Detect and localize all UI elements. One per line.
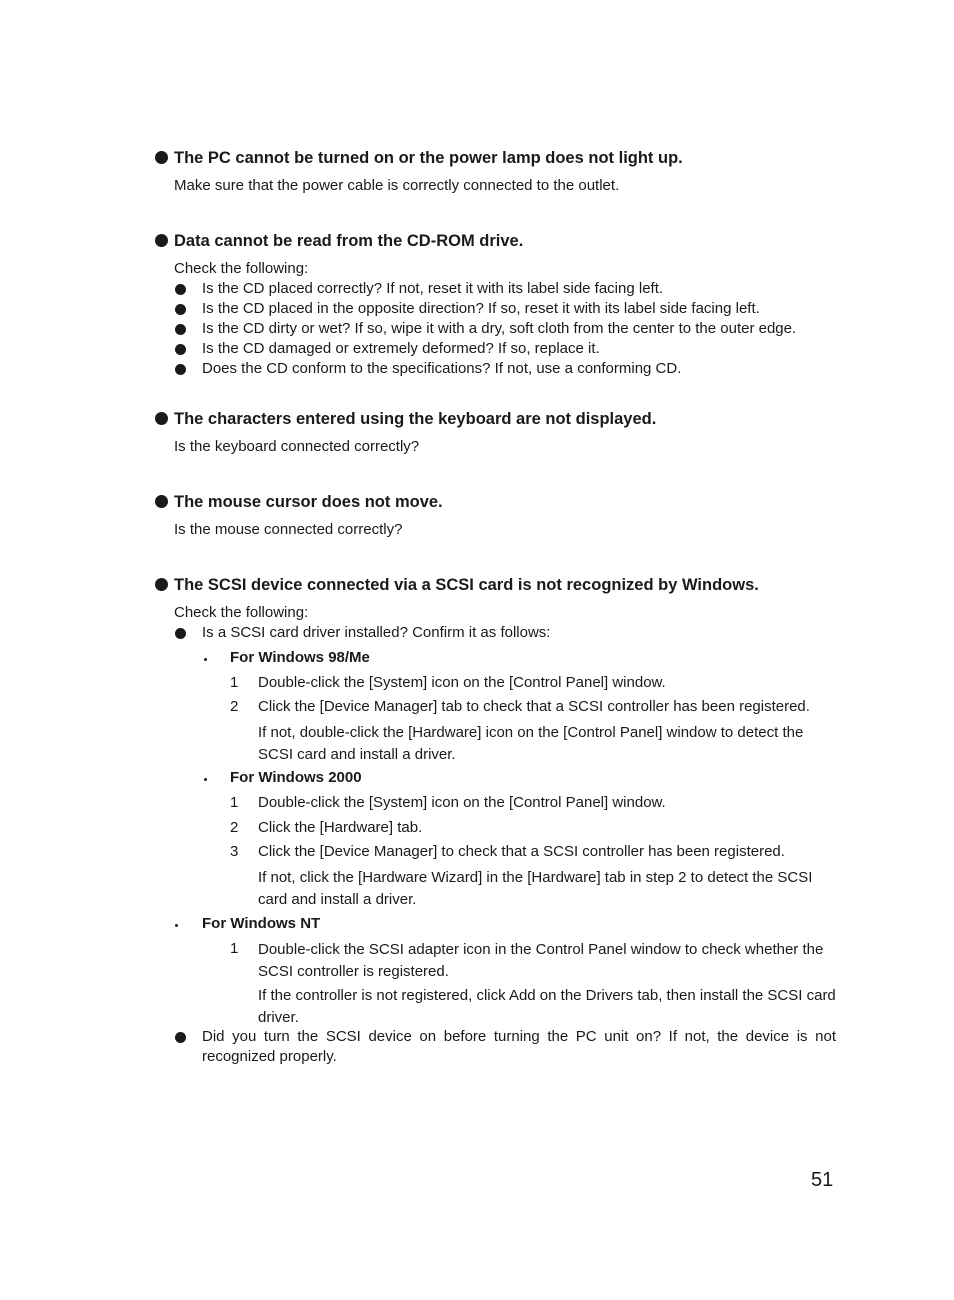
- section-intro: Check the following:: [174, 260, 309, 277]
- list-item: Does the CD conform to the specifications? If not, use a conforming CD.: [202, 360, 682, 377]
- heading-text: The PC cannot be turned on or the power lamp does not light up.: [174, 149, 683, 167]
- bullet-icon: [175, 284, 186, 295]
- step-number: 3: [230, 843, 239, 860]
- step-number: 1: [230, 940, 239, 957]
- bullet-icon: [175, 344, 186, 355]
- section-intro: Check the following:: [174, 604, 309, 621]
- step-text: Double-click the [System] icon on the [Control Panel] window.: [258, 674, 666, 691]
- heading-bullet-icon: [155, 495, 168, 508]
- list-item: Is the CD dirty or wet? If so, wipe it with a dry, soft cloth from the center to the outer edge.: [202, 320, 797, 337]
- list-item: Is the CD damaged or extremely deformed? If so, replace it.: [202, 340, 600, 357]
- heading-text: The mouse cursor does not move.: [174, 493, 443, 511]
- step-text: Click the [Device Manager] tab to check that a SCSI controller has been registered.: [258, 698, 810, 715]
- list-item: Is the CD placed correctly? If not, reset it with its label side facing left.: [202, 280, 664, 297]
- heading-bullet-icon: [155, 151, 168, 164]
- list-item: Did you turn the SCSI device on before turning the PC unit on? If not, the device is not recognized properly.: [202, 1028, 836, 1065]
- list-item: Is the CD placed in the opposite direction? If so, reset it with its label side facing left.: [202, 300, 760, 317]
- small-bullet-icon: [204, 658, 207, 661]
- section-text: Is the mouse connected correctly?: [174, 521, 403, 538]
- bullet-icon: [175, 324, 186, 335]
- small-bullet-icon: [204, 778, 207, 781]
- list-item: Is a SCSI card driver installed? Confirm it as follows:: [202, 624, 551, 641]
- heading-text: The SCSI device connected via a SCSI card is not recognized by Windows.: [174, 576, 759, 594]
- heading-text: The characters entered using the keyboard are not displayed.: [174, 410, 657, 428]
- heading-mouse: [155, 492, 855, 512]
- heading-power: [155, 148, 855, 168]
- step-number: 1: [230, 674, 239, 691]
- step-note: If not, double-click the [Hardware] icon on the [Control Panel] window to detect the SCSI card and install a driver.: [258, 724, 804, 763]
- heading-scsi: [155, 575, 855, 595]
- step-note: If the controller is not registered, click Add on the Drivers tab, then install the SCSI card driver.: [258, 987, 836, 1026]
- section-text: Make sure that the power cable is correctly connected to the outlet.: [174, 177, 620, 194]
- heading-bullet-icon: [155, 234, 168, 247]
- heading-bullet-icon: [155, 578, 168, 591]
- step-number: 1: [230, 794, 239, 811]
- step-number: 2: [230, 819, 239, 836]
- bullet-icon: [175, 304, 186, 315]
- heading-text: Data cannot be read from the CD-ROM drive.: [174, 232, 524, 250]
- subheading-win2000: For Windows 2000: [230, 769, 362, 786]
- step-text: Click the [Device Manager] to check that a SCSI controller has been registered.: [258, 843, 785, 860]
- heading-cdrom: [155, 231, 855, 251]
- section-text: Is the keyboard connected correctly?: [174, 438, 420, 455]
- page-number: 51: [811, 1169, 834, 1191]
- step-text: Double-click the SCSI adapter icon in the Control Panel window to check whether the SCSI controller is registered.: [258, 941, 824, 980]
- step-text: Click the [Hardware] tab.: [258, 819, 423, 836]
- step-text: Double-click the [System] icon on the [Control Panel] window.: [258, 794, 666, 811]
- bullet-icon: [175, 364, 186, 375]
- subheading-win98: For Windows 98/Me: [230, 649, 370, 666]
- step-number: 2: [230, 698, 239, 715]
- heading-bullet-icon: [155, 412, 168, 425]
- subheading-winnt: For Windows NT: [202, 915, 321, 932]
- step-note: If not, click the [Hardware Wizard] in the [Hardware] tab in step 2 to detect the SCSI card and install a driver.: [258, 869, 813, 908]
- small-bullet-icon: [175, 924, 178, 927]
- bullet-icon: [175, 628, 186, 639]
- bullet-icon: [175, 1032, 186, 1043]
- heading-keyboard: [155, 409, 855, 429]
